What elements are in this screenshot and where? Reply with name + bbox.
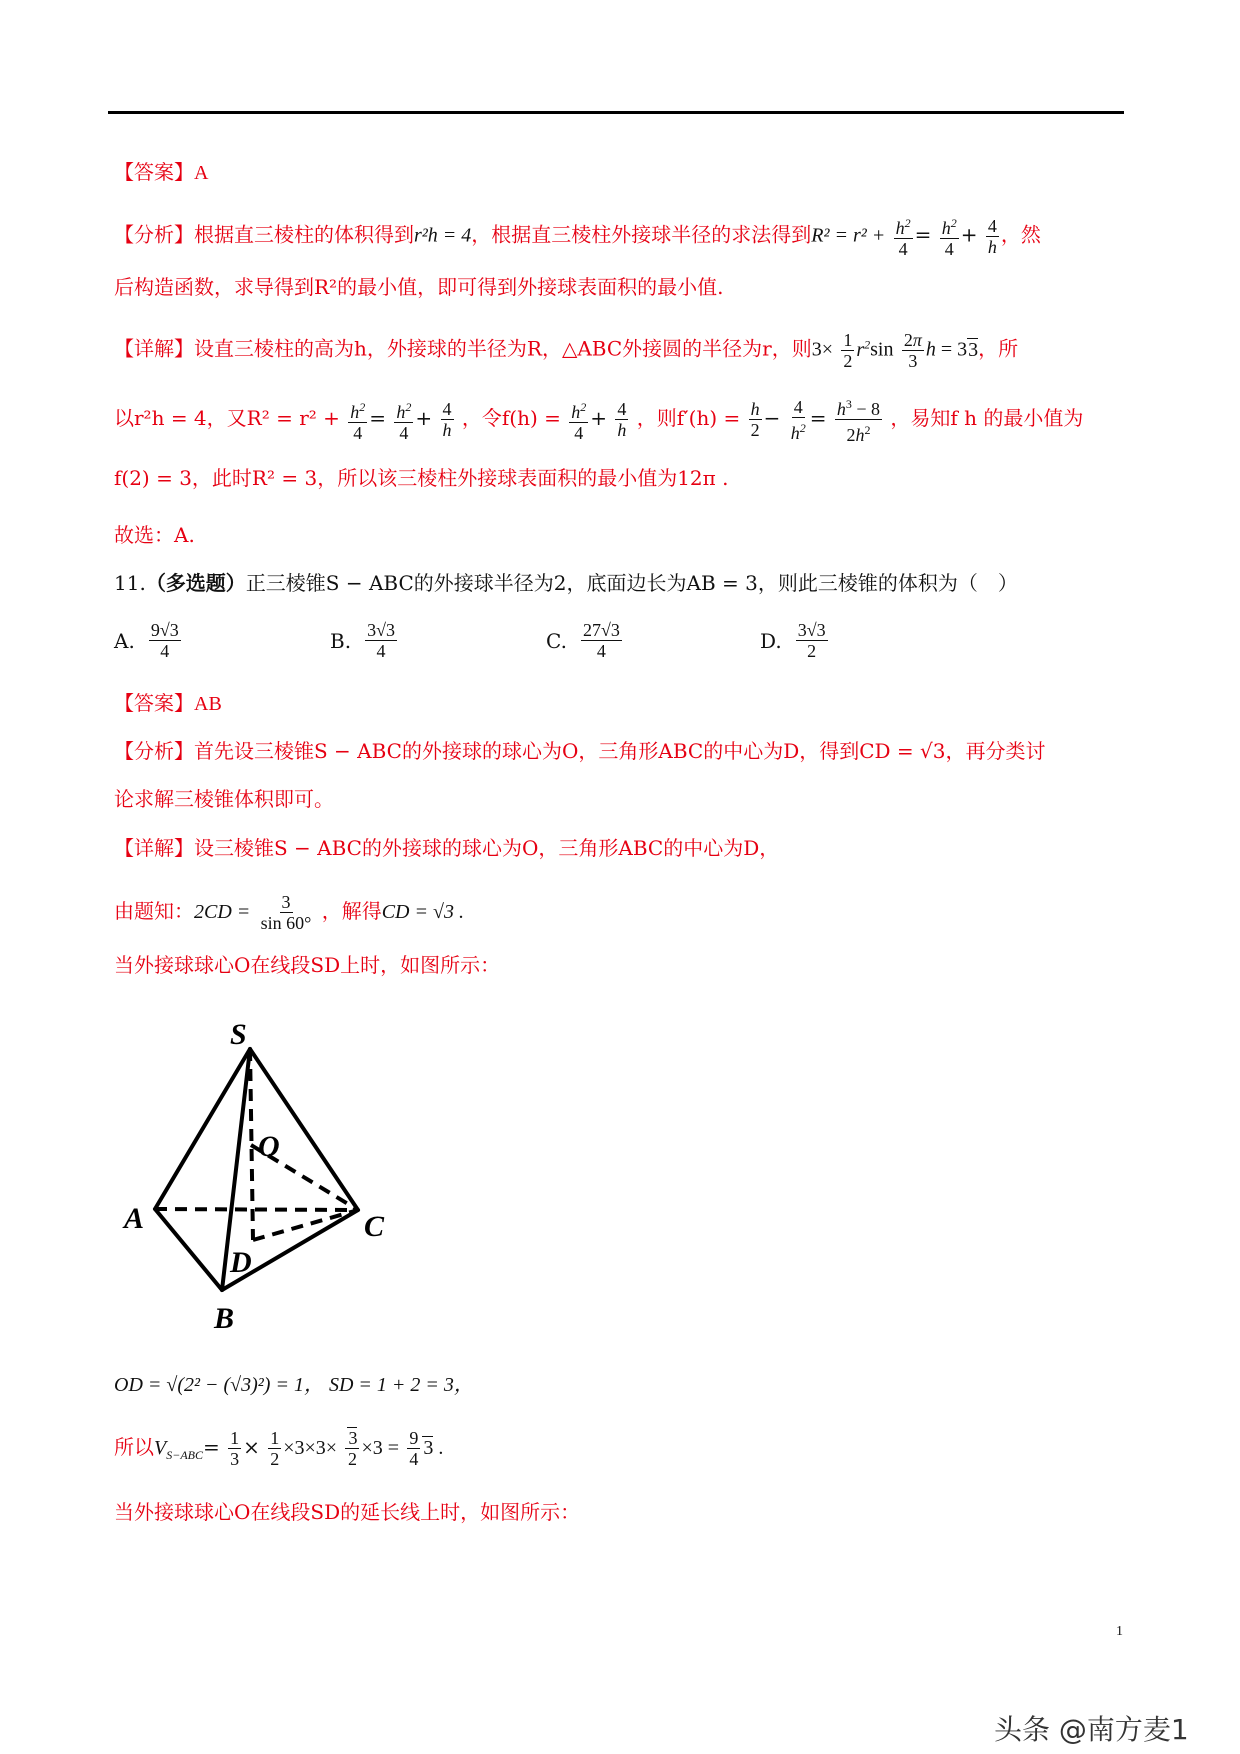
q10-detail-line1: 【详解】设直三棱柱的高为h，外接球的半径为R，△ABC外接圆的半径为r，则3× $\frac{1}{2}$ $r^2\sin$ $\frac{2\pi}{3}$ h = 33，所 <box>114 329 1019 371</box>
q11-detail-line2: 由题知：2CD = $\frac{3}{\sin 60^\circ}$ ，解得CD = √3 . <box>114 892 464 933</box>
q11-volume-line: 所以$V_{S-ABC}=$ $\frac{1}{3}$ × $\frac{1}{2}$ ×3×3× $\frac{3}{2}$ ×3 = $\frac{9}{4}$ 3 . <box>114 1428 444 1469</box>
label-s: S <box>230 1018 247 1051</box>
q11-detail-line1: 【详解】设三棱锥S − ABC的外接球的球心为O，三角形ABC的中心为D， <box>114 836 780 860</box>
edge-ac-hidden <box>155 1209 358 1210</box>
label-b: B <box>214 1302 235 1335</box>
q11-analysis-line1: 【分析】首先设三棱锥S − ABC的外接球的球心为O，三角形ABC的中心为D，得到CD = √3，再分类讨 <box>114 739 1046 763</box>
label-o: O <box>258 1130 280 1163</box>
q11-od-line: OD = √(2² − (√3)²) = 1， SD = 1 + 2 = 3， <box>114 1374 474 1396</box>
header-rule <box>108 111 1124 114</box>
tetrahedron-figure <box>118 1010 408 1340</box>
page-number: 1 <box>1116 1624 1123 1639</box>
q10-detail-line2: 以r²h = 4，又R² = r² + $\frac{h^2}{4}$ = $\frac{h^2}{4}$ + $\frac{4}{h}$ ，令f(h) = $\frac{h^2}{4}$ + $\frac{4}{h}$ ，则f′(h) = $\frac{h}{2}$ − $\frac{4}{h^2}$ = $\frac{h^3 - 8}{2h^2}$ ，易知f h 的最小值为 <box>114 394 1083 445</box>
q10-answer: 【答案】A <box>114 160 209 184</box>
segment-dc <box>253 1210 358 1240</box>
option-d: D. $\frac{3√3}{2}$ <box>760 620 826 661</box>
q11-answer: 【答案】AB <box>114 691 222 715</box>
option-b: B. $\frac{3√3}{4}$ <box>330 620 395 661</box>
q11-case1: 当外接球球心O在线段SD上时，如图所示： <box>114 953 501 977</box>
q11-case2: 当外接球球心O在线段SD的延长线上时，如图所示： <box>114 1500 581 1524</box>
edge-ab <box>155 1209 222 1290</box>
q10-analysis-line1: 【分析】根据直三棱柱的体积得到r²h = 4，根据直三棱柱外接球半径的求法得到R² = r² + $\frac{h^2}{4}$ = $\frac{h^2}{4}$ + $\frac{4}{h}$ ，然 <box>114 213 1041 259</box>
option-c: C. $\frac{27√3}{4}$ <box>546 620 620 661</box>
label-a: A <box>124 1202 145 1235</box>
q11-analysis-line2: 论求解三棱锥体积即可。 <box>114 787 334 811</box>
label-c: C <box>364 1210 385 1243</box>
q10-analysis-line2: 后构造函数，求导得到R²的最小值，即可得到外接球表面积的最小值. <box>114 275 724 299</box>
q11-stem: 11.（多选题）正三棱锥S − ABC的外接球半径为2，底面边长为AB = 3，则此三棱锥的体积为（ ） <box>114 571 1018 595</box>
q10-conclusion: 故选：A. <box>114 523 195 547</box>
q10-detail-line3: f(2) = 3，此时R² = 3，所以该三棱柱外接球表面积的最小值为12π . <box>114 466 729 490</box>
option-a: A. $\frac{9√3}{4}$ <box>114 620 179 661</box>
watermark: 头条 @南方麦1 <box>994 1713 1189 1746</box>
label-d: D <box>230 1246 252 1279</box>
